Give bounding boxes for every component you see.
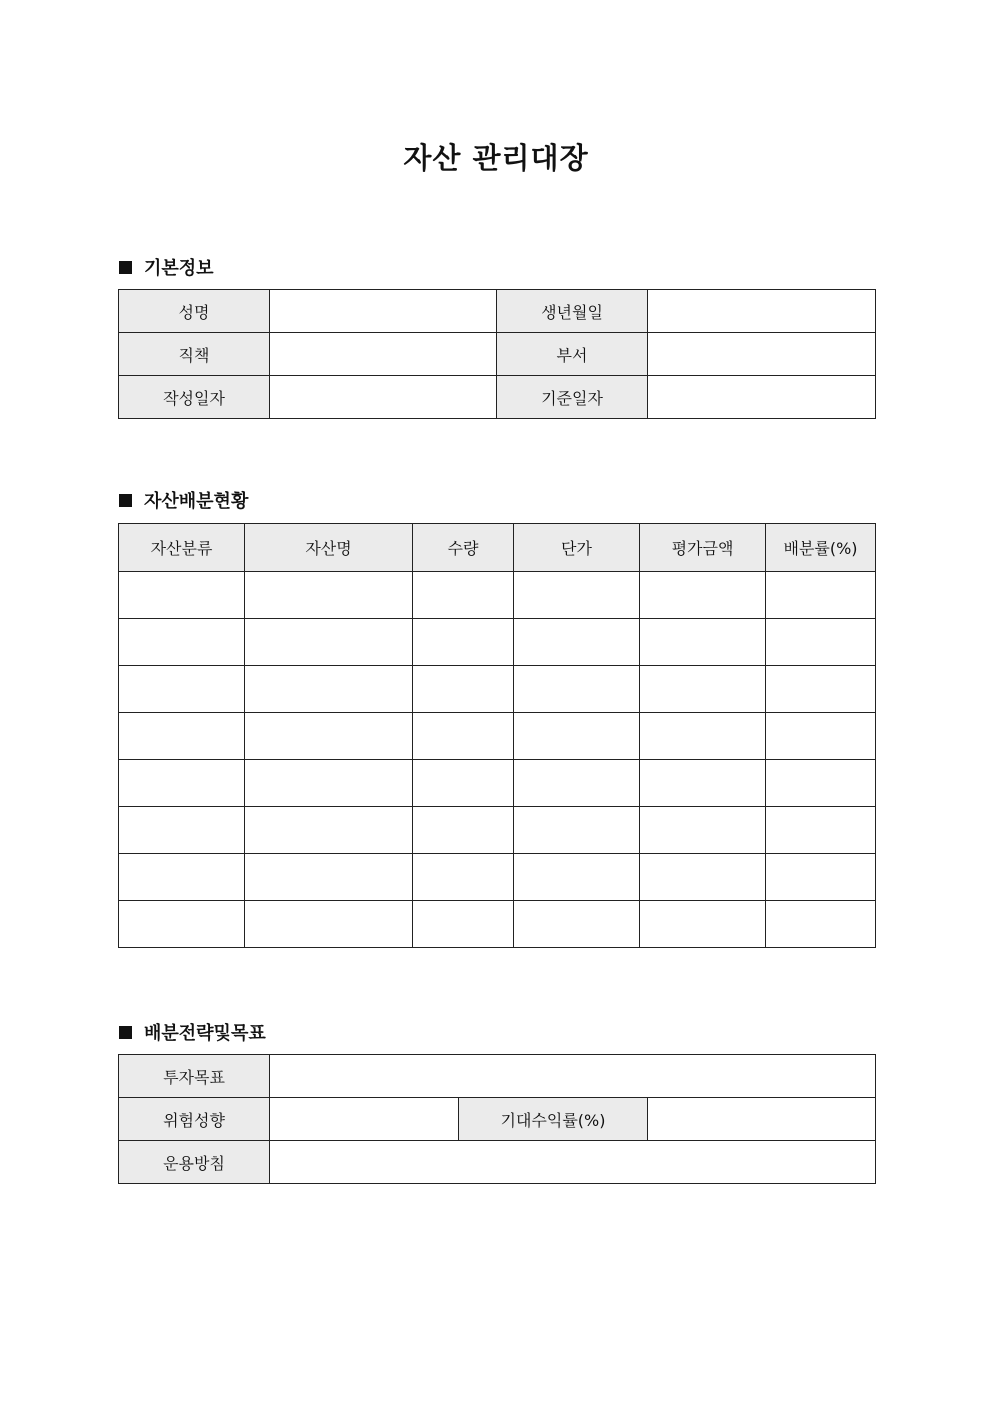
table-cell[interactable] [119,760,245,807]
name-label: 성명 [119,290,270,333]
table-cell[interactable] [766,760,876,807]
investment-goal-field[interactable] [270,1055,876,1098]
table-cell[interactable] [245,854,413,901]
investment-goal-label: 투자목표 [119,1055,270,1098]
table-cell[interactable] [245,807,413,854]
table-row [119,1055,876,1098]
table-cell[interactable] [640,666,766,713]
table-cell[interactable] [766,572,876,619]
square-bullet-icon [119,494,132,507]
column-header: 단가 [514,524,640,572]
table-cell[interactable] [119,901,245,948]
written-date-field[interactable] [270,376,497,419]
table-cell[interactable] [640,713,766,760]
position-label: 직책 [119,333,270,376]
risk-profile-label: 위험성향 [119,1098,270,1141]
table-cell[interactable] [640,619,766,666]
table-cell[interactable] [413,666,514,713]
table-row [119,713,876,760]
operation-policy-field[interactable] [270,1141,876,1184]
department-field[interactable] [648,333,876,376]
table-cell[interactable] [245,572,413,619]
table-row [119,333,876,376]
birthdate-field[interactable] [648,290,876,333]
table-cell[interactable] [413,619,514,666]
table-cell[interactable] [413,760,514,807]
table-cell[interactable] [514,619,640,666]
column-header: 배분률(%) [766,524,876,572]
table-cell[interactable] [119,854,245,901]
table-cell[interactable] [640,901,766,948]
table-cell[interactable] [245,713,413,760]
table-cell[interactable] [640,760,766,807]
square-bullet-icon [119,261,132,274]
table-cell[interactable] [245,760,413,807]
table-cell[interactable] [413,572,514,619]
written-date-label: 작성일자 [119,376,270,419]
table-cell[interactable] [119,572,245,619]
table-cell[interactable] [119,713,245,760]
table-row [119,1098,876,1141]
table-cell[interactable] [766,901,876,948]
expected-return-field[interactable] [648,1098,876,1141]
section-heading-strategy [119,1019,266,1045]
birthdate-label: 생년월일 [497,290,648,333]
table-row [119,619,876,666]
table-row [119,572,876,619]
table-cell[interactable] [514,807,640,854]
table-cell[interactable] [640,807,766,854]
table-cell[interactable] [245,901,413,948]
column-header: 자산명 [245,524,413,572]
table-cell[interactable] [766,713,876,760]
table-cell[interactable] [413,901,514,948]
position-field[interactable] [270,333,497,376]
table-cell[interactable] [766,619,876,666]
section-heading-allocation [119,487,248,513]
square-bullet-icon [119,1026,132,1039]
table-cell[interactable] [119,807,245,854]
table-row [119,666,876,713]
table-cell[interactable] [119,619,245,666]
table-cell[interactable] [245,666,413,713]
table-row [119,760,876,807]
table-cell[interactable] [413,713,514,760]
column-header: 수량 [413,524,514,572]
table-row [119,290,876,333]
table-cell[interactable] [119,666,245,713]
table-cell[interactable] [514,854,640,901]
table-cell[interactable] [514,901,640,948]
column-header: 평가금액 [640,524,766,572]
strategy-table [118,1054,876,1184]
expected-return-label: 기대수익률(%) [459,1098,648,1141]
allocation-table [118,523,876,948]
table-row [119,901,876,948]
table-cell[interactable] [514,713,640,760]
table-cell[interactable] [640,854,766,901]
table-header-row [119,524,876,572]
reference-date-field[interactable] [648,376,876,419]
table-cell[interactable] [514,760,640,807]
table-cell[interactable] [514,572,640,619]
section-title: 기본정보 [144,258,214,279]
table-cell[interactable] [514,666,640,713]
operation-policy-label: 운용방침 [119,1141,270,1184]
section-title: 자산배분현황 [144,491,249,512]
table-row [119,376,876,419]
page-title: 자산 관리대장 [403,141,589,175]
department-label: 부서 [497,333,648,376]
risk-profile-field[interactable] [270,1098,459,1141]
table-cell[interactable] [413,807,514,854]
table-cell[interactable] [245,619,413,666]
table-row [119,854,876,901]
section-heading-basic-info [119,254,214,280]
table-row [119,807,876,854]
table-cell[interactable] [413,854,514,901]
table-cell[interactable] [766,854,876,901]
reference-date-label: 기준일자 [497,376,648,419]
table-cell[interactable] [766,807,876,854]
basic-info-table [118,289,876,419]
section-title: 배분전략및목표 [144,1023,266,1044]
table-cell[interactable] [640,572,766,619]
column-header: 자산분류 [119,524,245,572]
table-row [119,1141,876,1184]
name-field[interactable] [270,290,497,333]
table-cell[interactable] [766,666,876,713]
